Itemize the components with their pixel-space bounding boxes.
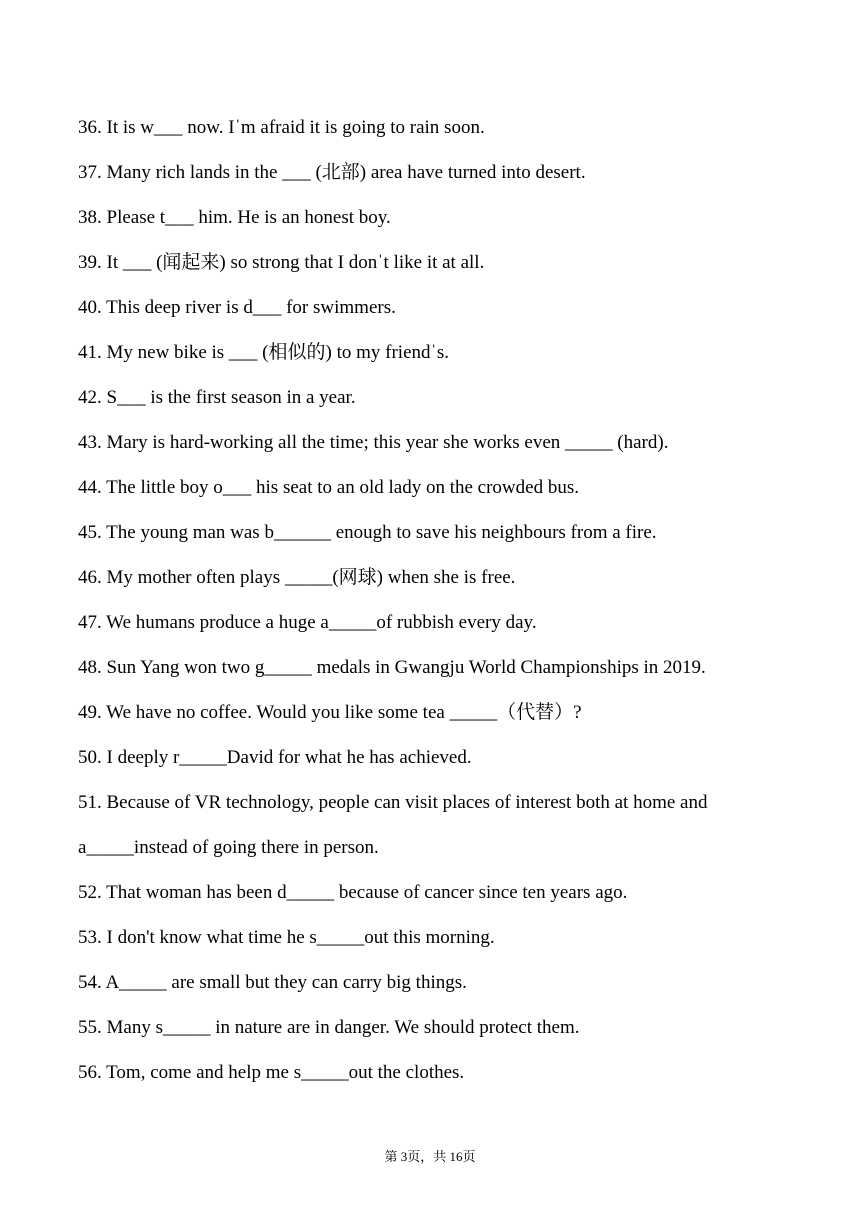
exercise-36: 36. It is w___ now. Iˈm afraid it is going to rain soon.	[78, 117, 485, 138]
exercise-45: 45. The young man was b______ enough to save his neighbours from a fire.	[78, 522, 657, 543]
exercise-list	[78, 111, 778, 1101]
exercise-49: 49. We have no coffee. Would you like some tea _____（代替）?	[78, 702, 582, 723]
exercise-41: 41. My new bike is ___ (相似的) to my friendˈs.	[78, 342, 449, 363]
exercise-51: 51. Because of VR technology, people can visit places of interest both at home and	[78, 792, 708, 813]
exercise-53: 53. I don't know what time he s_____out this morning.	[78, 927, 495, 948]
exercise-44: 44. The little boy o___ his seat to an old lady on the crowded bus.	[78, 477, 579, 498]
exercise-40: 40. This deep river is d___ for swimmers.	[78, 297, 396, 318]
exercise-39: 39. It ___ (闻起来) so strong that I donˈt like it at all.	[78, 252, 485, 273]
exercise-47: 47. We humans produce a huge a_____of rubbish every day.	[78, 612, 537, 633]
exercise-46: 46. My mother often plays _____(网球) when she is free.	[78, 567, 516, 588]
exercise-42: 42. S___ is the first season in a year.	[78, 387, 356, 408]
exercise-55: 55. Many s_____ in nature are in danger. We should protect them.	[78, 1017, 580, 1038]
exercise-43: 43. Mary is hard-working all the time; this year she works even _____ (hard).	[78, 432, 669, 453]
exercise-51-continuation: a_____instead of going there in person.	[78, 837, 379, 858]
exercise-56: 56. Tom, come and help me s_____out the clothes.	[78, 1062, 465, 1083]
exercise-54: 54. A_____ are small but they can carry big things.	[78, 972, 467, 993]
page-number-footer: 第 3页，共 16页	[384, 1149, 476, 1164]
exercise-52: 52. That woman has been d_____ because of cancer since ten years ago.	[78, 882, 628, 903]
exercise-50: 50. I deeply r_____David for what he has achieved.	[78, 747, 472, 768]
exercise-48: 48. Sun Yang won two g_____ medals in Gwangju World Championships in 2019.	[78, 657, 706, 678]
exercise-37: 37. Many rich lands in the ___ (北部) area have turned into desert.	[78, 162, 586, 183]
exercise-38: 38. Please t___ him. He is an honest boy.	[78, 207, 391, 228]
